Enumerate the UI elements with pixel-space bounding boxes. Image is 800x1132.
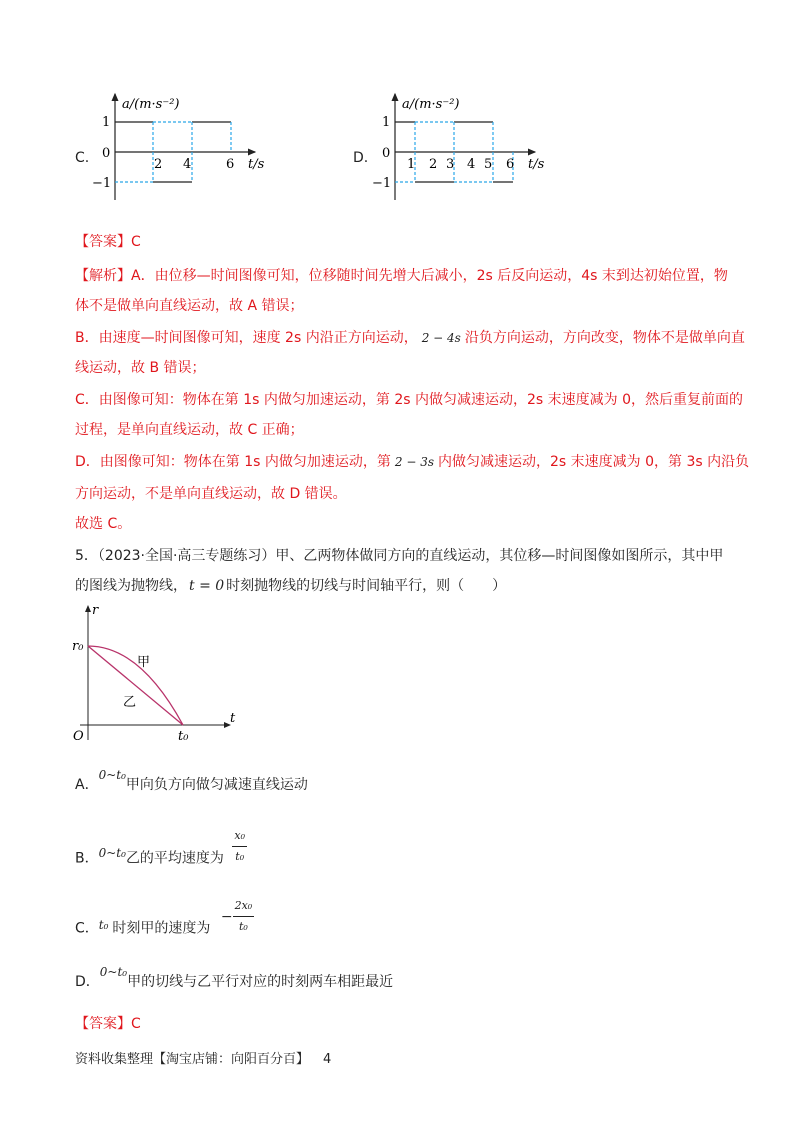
option-a-text: 甲向负方向做匀减速直线运动 [125,777,308,793]
origin-label: O [73,729,84,744]
q5-option-c [75,899,254,949]
analysis-line-5: C．由图像可知：物体在第 1s 内做匀加速运动，第 2s 内做匀减速运动，2s 末速度减为 0，然后重复前面的 [75,392,743,408]
q5-graph [70,600,250,750]
analysis-line-2: 体不是做单向直线运动，故 A 错误； [75,298,304,314]
option-b-prefix: B． [75,850,99,867]
option-b-denominator: t₀ [235,850,245,863]
analysis-line-4: 线运动，故 B 错误； [75,360,206,376]
option-c-fraction [233,896,255,937]
q5-option-a [75,768,308,795]
q5-option-b [75,829,247,879]
line-yi [88,646,183,725]
x-tick-1: 1 [407,157,416,172]
analysis-line-3 [75,328,745,348]
y-tick-1: 1 [382,115,391,130]
y-tick-1: 1 [102,115,111,130]
option-c-denominator: t₀ [239,920,248,933]
option-c-t0: t₀ [98,917,109,932]
q5-stem-line-2b: 时刻抛物线的切线与时间轴平行，则（ ） [226,578,507,594]
option-d-interval: 0~t₀ [99,965,128,979]
jia-label: 甲 [137,655,151,670]
option-d-label: D. [353,150,369,166]
analysis-line-1: 【解析】A．由位移—时间图像可知，位移随时间先增大后减小，2s 后反向运动，4s 末到达初始位置，物 [75,268,728,284]
answer-4: 【答案】C [75,234,141,250]
x-tick-2: 2 [429,157,438,172]
analysis-line-7b: 内做匀减速运动，2s 末速度减为 0，第 3s 内沿负 [438,454,750,470]
y-tick-neg1: −1 [92,176,112,191]
analysis-line-7 [75,452,749,472]
y-tick-neg1: −1 [372,176,392,191]
interval-2-3s: 2 − 3s [394,455,435,469]
x-tick-6: 6 [226,157,235,172]
analysis-line-3b: 沿负方向运动，方向改变，物体不是做单向直 [464,330,745,346]
x-tick-5: 5 [484,157,493,172]
option-b-text: 乙的平均速度为 [125,850,224,867]
y-axis-label: a/(m·s⁻²) [402,97,460,112]
analysis-line-8: 方向运动，不是单向直线运动，故 D 错误。 [75,486,347,502]
footer-text: 资料收集整理【淘宝店铺：向阳百分百】 [75,1052,310,1067]
y-axis-label: r [92,603,99,618]
x-tick-2: 2 [154,157,163,172]
y-tick-0: 0 [102,146,111,161]
x-tick-4: 4 [467,157,476,172]
x-axis-label: t [230,711,236,726]
option-c-text: 时刻甲的速度为 [112,920,211,937]
graph-d [370,88,560,208]
t-equals-zero: t = 0 [189,578,225,594]
option-c-label: C. [75,150,90,166]
footer [75,1050,331,1070]
option-d-prefix: D． [75,974,100,990]
interval-2-4s: 2 − 4s [421,331,461,345]
option-a-interval: 0~t₀ [98,768,126,782]
option-b-numerator: x₀ [232,826,247,847]
x-tick-6: 6 [506,157,515,172]
q5-stem-line-1: 5．（2023·全国·高三专题练习）甲、乙两物体做同方向的直线运动，其位移—时间图像如图所示，其中甲 [75,548,724,564]
option-c-minus: − [220,908,233,925]
analysis-line-6: 过程，是单向直线运动，故 C 正确； [75,422,304,438]
option-a-prefix: A． [75,777,99,793]
q5-option-d [75,965,394,992]
t0-label: t₀ [178,729,189,744]
option-d-text: 甲的切线与乙平行对应的时刻两车相距最近 [127,974,394,990]
x-tick-4: 4 [183,157,192,172]
y-axis-label: a/(m·s⁻²) [122,97,180,112]
q5-stem-line-2 [75,576,506,596]
option-b-interval: 0~t₀ [98,845,126,860]
x-axis-label: t/s [248,157,265,172]
x-axis-label: t/s [528,157,545,172]
option-b-fraction [232,826,247,867]
analysis-line-7a: D．由图像可知：物体在第 1s 内做匀加速运动，第 [75,454,391,470]
graph-c [90,88,280,208]
answer-5: 【答案】C [75,1016,141,1032]
y0-label: r₀ [72,639,84,654]
x-tick-3: 3 [446,157,455,172]
option-c-numerator: 2x₀ [233,896,255,917]
yi-label: 乙 [123,695,137,710]
page-number: 4 [323,1052,332,1067]
y-tick-0: 0 [382,146,391,161]
analysis-line-3a: B．由速度—时间图像可知，速度 2s 内沿正方向运动， [75,330,418,346]
option-c-prefix: C． [75,920,99,937]
q5-stem-line-2a: 的图线为抛物线， [75,578,187,594]
analysis-line-9: 故选 C。 [75,516,132,532]
